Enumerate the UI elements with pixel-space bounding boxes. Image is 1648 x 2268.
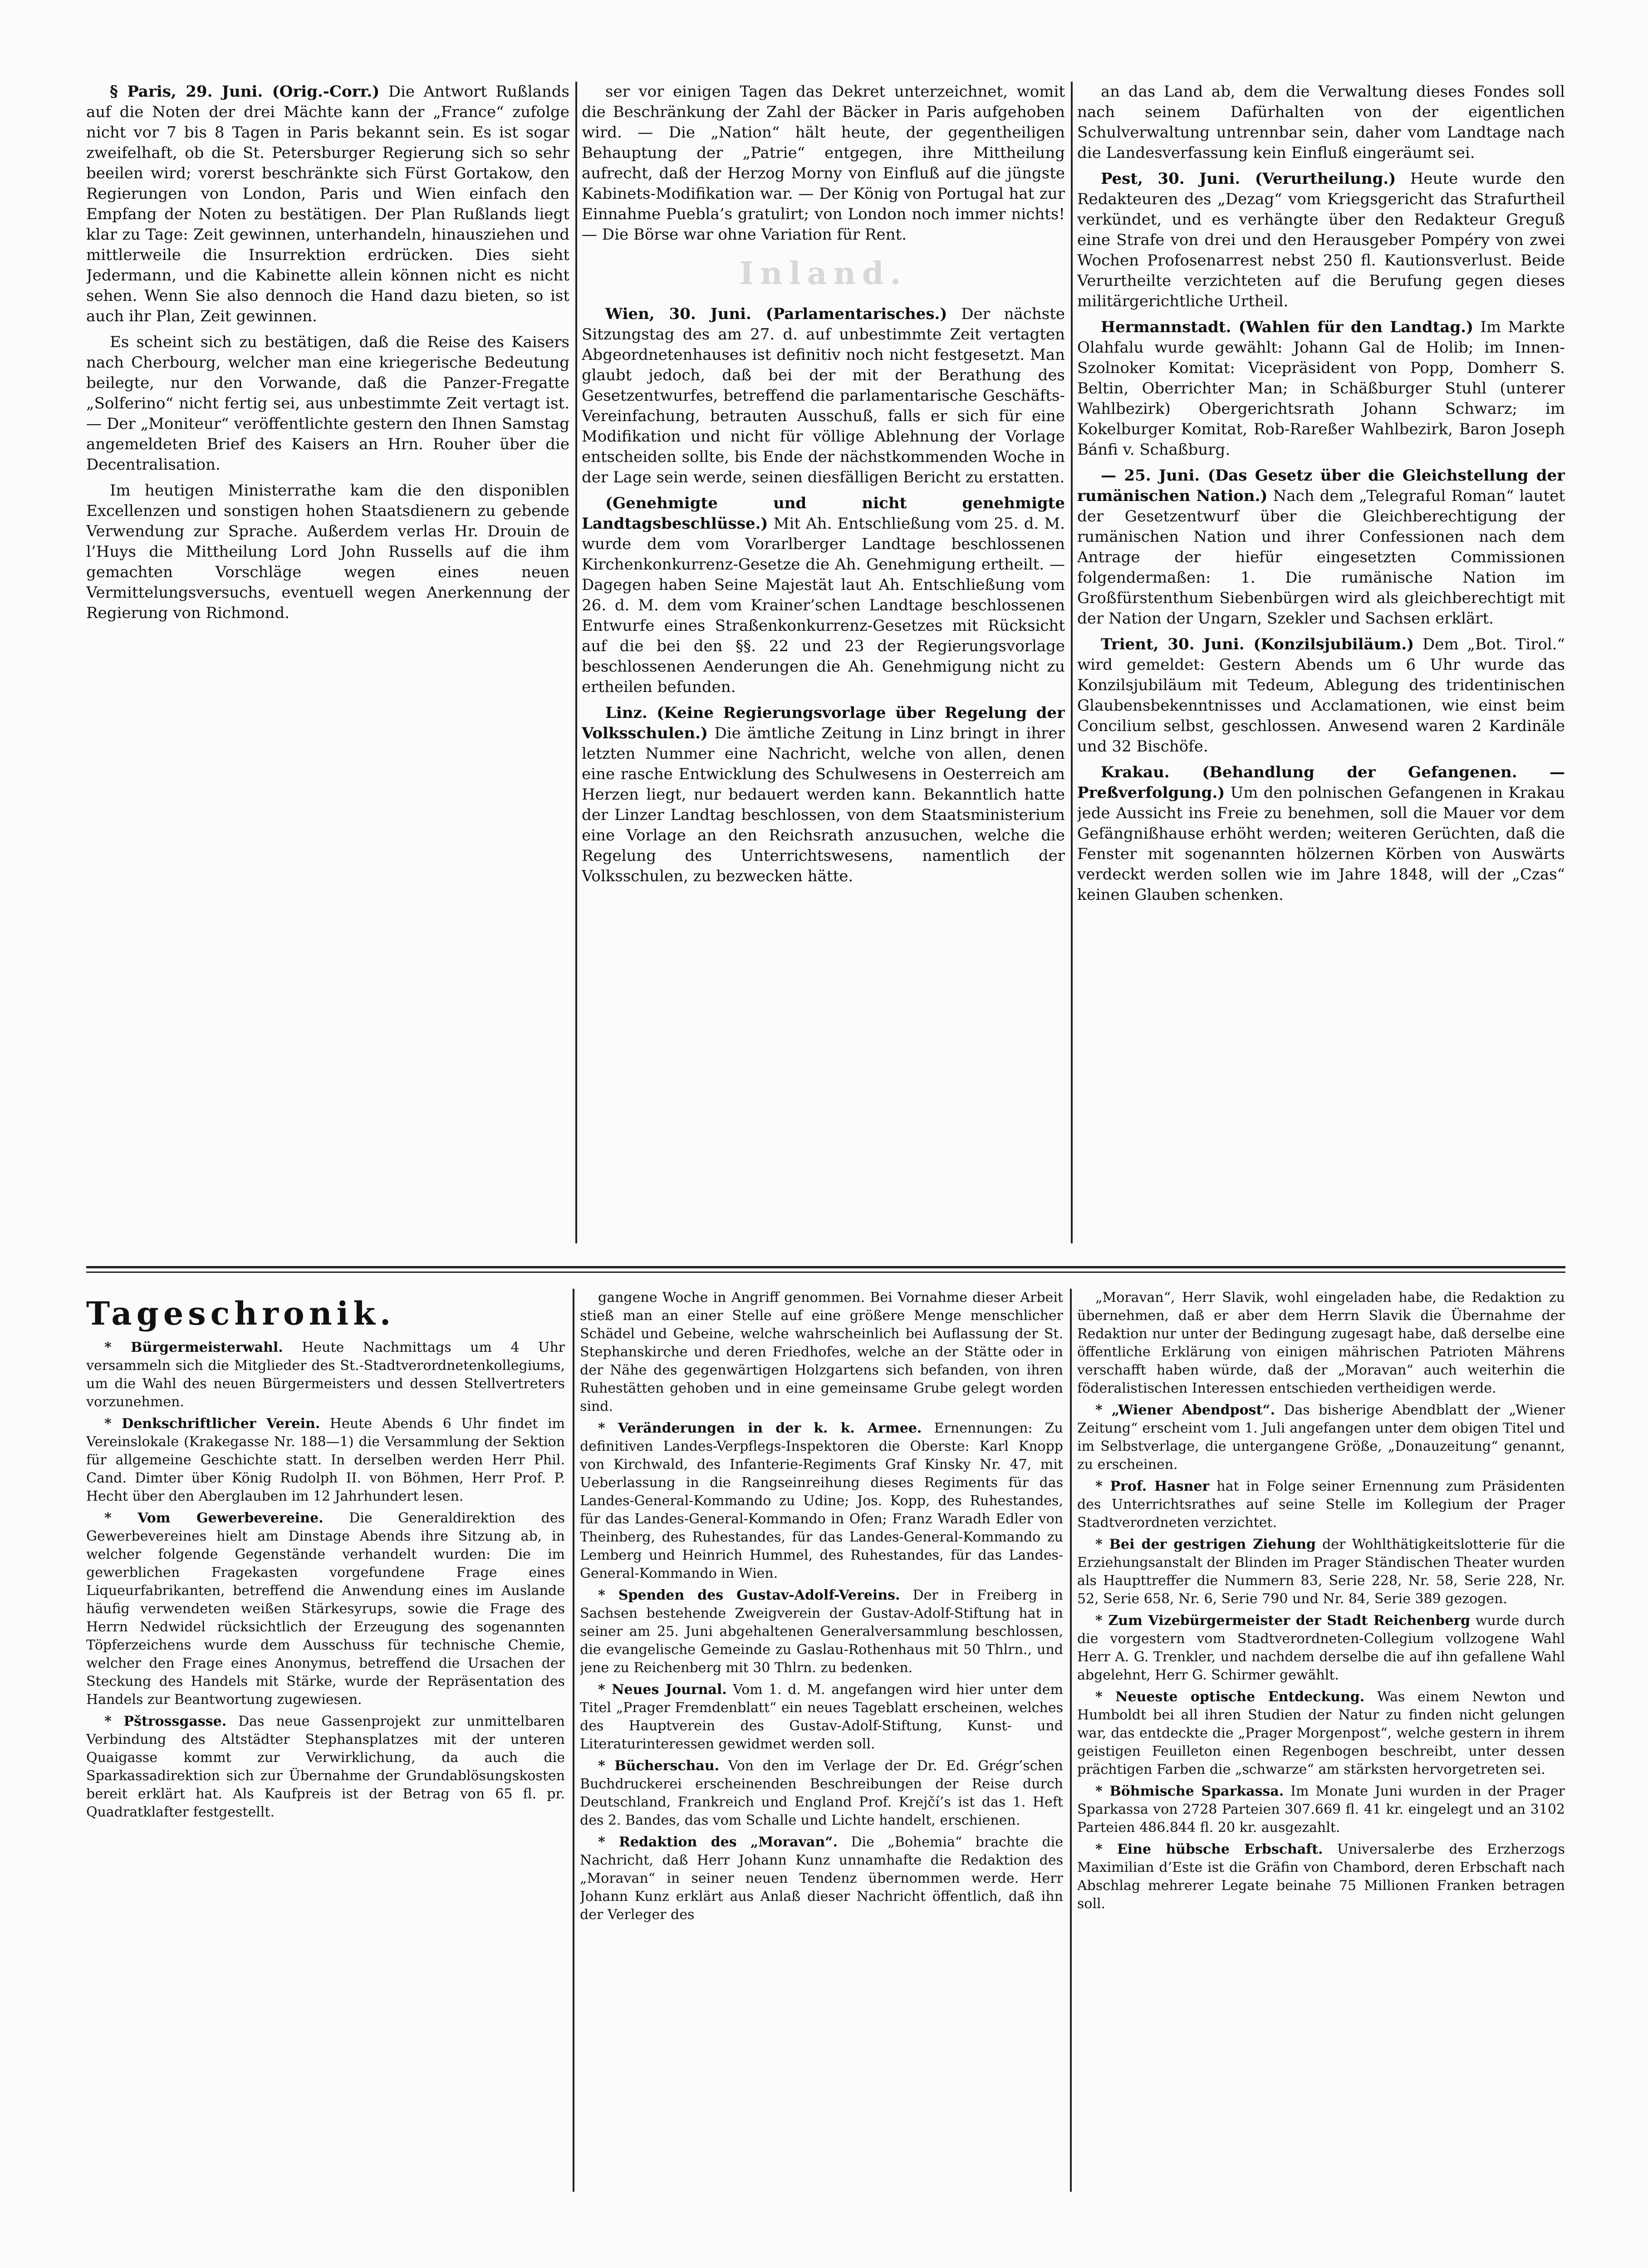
- paragraph-text: Das neue Gassenprojekt zur unmittelbaren Verbindung des Altstädter Stephansplatzes mit der unteren Quaigasse kommt zur Verwirklichung, da auch die Sparkassadirektion sich zur Übernahme der Grundablösungskosten bereit erklärt hat. Als Kaufpreis ist der Betrag von 65 fl. pr. Quadratklafter festgestellt.: [86, 1713, 565, 1820]
- item-lead: * Neues Journal.: [598, 1682, 727, 1698]
- paragraph-text: Das bisherige Abendblatt der „Wiener Zeitung“ erscheint vom 1. Juli angefangen unter dem obigen Titel und im Selbstverlage, die untergangene Größe, „Donauzeitung“ genannt, zu erscheinen.: [1077, 1402, 1565, 1473]
- paragraph-text: Heute wurde den Redakteuren des „Dezag“ vom Kriegsgericht das Strafurtheil verkündet, und es verhängte über den Redakteur Greguß eine Strafe von drei und den Herausgeber Pompéry von zwei Wochen Profosenarrest nebst 250 fl. Kautionsverlust. Beide Verurtheilte verzichteten auf die Berufung gegen dieses militärgerichtliche Urtheil.: [1077, 170, 1565, 310]
- news-item: [580, 1833, 1063, 1924]
- news-item: [580, 1757, 1063, 1830]
- item-lead: * Vom Gewerbevereine.: [104, 1510, 324, 1526]
- paragraph-text: Die Generaldirektion des Gewerbevereines hielt am Dinstage Abends ihre Sitzung ab, in welcher folgende Gegenstände verhandelt wurden: Die im gewerblichen Fragekasten vorgefundene Frage eines Liqueurfabrikanten, betreffend die Anwendung eines im Auslande häufig verwendeten weißen Stärkesyrups, sowie die Frage des Herrn Nedwidel rücksichtlich der Erzeugung des sogenannten Töpferzeichens wurde dem Ausschuss für technische Chemie, welcher den Frage eines Anonymus, betreffend die Ursachen der Steckung des Handels mit Stärke, wurde der Repräsentation des Handels zur Beantwortung zugewiesen.: [86, 1510, 565, 1708]
- item-lead: * Bei der gestrigen Ziehung: [1095, 1537, 1316, 1552]
- paragraph-text: Universalerbe des Erzherzogs Maximilian d’Este ist die Gräfin von Chambord, deren Erbschaft nach Abschlag mehrerer Legate beinahe 75 Millionen Franken betragen soll.: [1077, 1841, 1565, 1912]
- item-lead: * Bürgermeisterwahl.: [104, 1340, 283, 1355]
- paragraph-text: wurde durch die vorgestern vom Stadtverordneten-Collegium vollzogene Wahl Herr A. G. Trenkler, und nachdem derselbe die auf ihn gefallene Wahl abgelehnt, Herr G. Schirmer gewählt.: [1077, 1613, 1565, 1683]
- item-lead: * Zum Vizebürgermeister der Stadt Reichenberg: [1095, 1613, 1471, 1629]
- news-item: [1077, 1478, 1565, 1532]
- column-3: [1077, 82, 1565, 1243]
- item-lead: * Redaktion des „Moravan“.: [598, 1834, 838, 1850]
- paragraph-text: Heute Nachmittags um 4 Uhr versammeln sich die Mitglieder des St.-Stadtverordnetenkollegiums, um die Wahl des neuen Bürgermeisters und dessen Stellvertreters vorzunehmen.: [86, 1340, 565, 1410]
- item-lead: * Eine hübsche Erbschaft.: [1095, 1841, 1323, 1857]
- paragraph-text: Die Antwort Rußlands auf die Noten der drei Mächte kann der „France“ zufolge nicht vor 7 bis 8 Tagen in Paris bekannt sein. Es ist sogar zweifelhaft, ob die St. Petersburger Regierung sich so sehr beeilen wird; vorerst beschränkte sich Fürst Gortakow, den Regierungen von London, Paris und Wien einfach den Empfang der Noten zu bestätigen. Der Plan Rußlands liegt klar zu Tage: Zeit gewinnen, unterhandeln, hinausziehen und mittlerweile die Insurrektion erdrücken. Dies sieht Jedermann, und die Kabinette allein können nicht es nicht sehen. Wenn Sie also dennoch die Hand dazu bieten, so ist auch ihr Plan, Zeit gewinnen.: [86, 83, 569, 325]
- news-item: [580, 1419, 1063, 1583]
- dateline: Hermannstadt. (Wahlen für den Landtag.): [1101, 318, 1474, 336]
- column-rule: [573, 1289, 574, 2192]
- article-paragraph: [1077, 169, 1565, 312]
- paragraph-text: Um den polnischen Gefangenen in Krakau jede Aussicht ins Freie zu benehmen, soll die Mauer vor dem Gefängnißhause erhöht werden; weiteren Gerüchten, daß die Fenster mit sogenannten hölzernen Körben von Auswärts verdeckt werden sollen wie im Jahre 1848, will der „Czas“ keinen Glauben schenken.: [1077, 784, 1565, 904]
- section-divider: [86, 1271, 1565, 1273]
- news-item: [86, 1509, 565, 1709]
- column-2: [582, 82, 1065, 1243]
- news-item: [1077, 1536, 1565, 1608]
- dateline: Pest, 30. Juni. (Verurtheilung.): [1101, 170, 1396, 188]
- column-rule: [1071, 82, 1073, 1243]
- article-paragraph: [86, 481, 569, 623]
- item-lead: * Neueste optische Entdeckung.: [1095, 1689, 1365, 1705]
- paragraph-text: Nach dem „Telegraful Roman“ lautet der Gesetzentwurf über die Gleichberechtigung der rumänischen Nation und ihrer Confessionen nach dem Antrage der hiefür eingesetzten Commissionen folgendermaßen: 1. Die rumänische Nation im Großfürstenthum Siebenbürgen wird als gleichberechtigt mit der Nation der Ungarn, Szekler und Sachsen erklärt.: [1077, 487, 1565, 628]
- news-item: [86, 1713, 565, 1821]
- news-item: [1077, 1401, 1565, 1474]
- paragraph-text: der Wohlthätigkeitslotterie für die Erziehungsanstalt der Blinden im Prager Ständischen Theater wurden als Haupttreffer die Nummern 83, Serie 228, Nr. 58, Serie 228, Nr. 52, Serie 658, Nr. 6, Serie 790 und Nr. 84, Serie 389 gezogen.: [1077, 1537, 1565, 1607]
- paragraph-text: Es scheint sich zu bestätigen, daß die Reise des Kaisers nach Cherbourg, welcher man eine kriegerische Bedeutung beilegte, nur den Vorwande, daß die Panzer-Fregatte „Solferino“ nicht fertig sei, aus unbestimmte Zeit vertagt ist. — Der „Moniteur“ veröffentlichte gestern den Ihnen Samstag angemeldeten Brief des Kaisers an Hrn. Rouher über die Decentralisation.: [86, 333, 569, 474]
- tageschronik-column-1: [86, 1339, 565, 2192]
- paragraph-text: Die „Bohemia“ brachte die Nachricht, daß Herr Johann Kunz unnamhafte die Redaktion des „Moravan“ in seiner neuen Tendenz übernommen werde. Herr Johann Kunz erklärt aus Anlaß dieser Nachricht öffentlich, daß ihn der Verleger des: [580, 1834, 1063, 1923]
- paragraph-text: Der nächste Sitzungstag des am 27. d. auf unbestimmte Zeit vertagten Abgeordnetenhauses ist definitiv noch nicht festgesetzt. Man glaubt jedoch, daß bei der mit der Berathung des Gesetzentwurfes, betreffend die parlamentarische Geschäfts-Vereinfachung, betrauten Ausschuß, falls er sich für eine Modifikation und nicht für völlige Ablehnung der Vorlage entscheiden sollte, bis Ende der nächstkommenden Woche in der Lage sein werde, seinen diesfälligen Bericht zu erstatten.: [582, 305, 1065, 486]
- news-item: [580, 1586, 1063, 1677]
- section-divider: [86, 1266, 1565, 1268]
- paragraph-text: an das Land ab, dem die Verwaltung dieses Fondes soll nach seinem Dafürhalten von der eigentlichen Schulverwaltung untrennbar sein, daher vom Landtage nach die Landesverfassung kein Einfluß eingeräumt sei.: [1077, 83, 1565, 162]
- news-item: [1077, 1289, 1565, 1398]
- paragraph-text: Der in Freiberg in Sachsen bestehende Zweigverein der Gustav-Adolf-Stiftung hat in seiner am 25. Juni abgehaltenen Generalversammlung beschlossen, die evangelische Gemeinde zu Gaslau-Rothenhaus mit 50 Thlrn., und jene zu Reichenberg mit 30 Thlrn. zu bedenken.: [580, 1587, 1063, 1676]
- dateline: Linz. (Keine Regierungsvorlage über Regelung der Volksschulen.): [582, 704, 1065, 742]
- article-paragraph: [1077, 466, 1565, 629]
- article-paragraph: [1077, 317, 1565, 460]
- item-lead: * Prof. Hasner: [1095, 1478, 1210, 1494]
- article-paragraph: [1077, 762, 1565, 905]
- news-item: [580, 1289, 1063, 1416]
- news-item: [1077, 1688, 1565, 1779]
- item-lead: * Böhmische Sparkassa.: [1095, 1783, 1284, 1799]
- item-lead: * Veränderungen in der k. k. Armee.: [598, 1420, 922, 1436]
- item-lead: * Spenden des Gustav-Adolf-Vereins.: [598, 1587, 900, 1603]
- paragraph-text: gangene Woche in Angriff genommen. Bei Vornahme dieser Arbeit stieß man an einer Stelle auf eine größere Menge menschlicher Schädel und Gebeine, welche wahrscheinlich bei Auflassung der St. Stephanskirche und deren Friedhofes, welche an der Stätte oder in der Nähe des gegenwärtigen Holzgartens sich befanden, von ihren Ruhestätten gehoben und in eine gemeinsame Grube gelegt worden sind.: [580, 1290, 1063, 1414]
- column-rule: [575, 82, 577, 1243]
- article-paragraph: [582, 493, 1065, 697]
- news-item: [86, 1339, 565, 1411]
- item-lead: * Bücherschau.: [598, 1758, 720, 1774]
- section-heading: Inland.: [739, 255, 907, 292]
- news-item: [580, 1681, 1063, 1753]
- paragraph-text: „Moravan“, Herr Slavik, wohl eingeladen habe, die Redaktion zu übernehmen, daß er aber dem Herrn Slavik die Übernahme der Redaktion nur unter der Bedingung zugesagt habe, daß derselbe eine öffentliche Erklärung von einigen mährischen Patrioten Mährens verschafft haben würde, daß der „Moravan“ auch weiterhin die föderalistischen Interessen entschieden vertheidigen werde.: [1077, 1290, 1565, 1396]
- paragraph-text: Mit Ah. Entschließung vom 25. d. M. wurde dem vom Vorarlberger Landtage beschlossenen Kirchenkonkurrenz-Gesetze die Ah. Genehmigung ertheilt. — Dagegen haben Seine Majestät laut Ah. Entschließung vom 26. d. M. dem vom Krainer’schen Landtage beschlossenen Entwurfe eines Straßenkonkurrenz-Gesetzes mit Rücksicht auf die bei den §§. 22 und 23 der Regierungsvorlage beschlossenen Aenderungen die Ah. Genehmigung nicht zu ertheilen befunden.: [582, 515, 1065, 696]
- article-paragraph: [86, 82, 569, 327]
- dateline: (Genehmigte und nicht genehmigte Landtagsbeschlüsse.): [582, 494, 1065, 533]
- article-paragraph: [86, 332, 569, 475]
- paragraph-text: Heute Abends 6 Uhr findet im Vereinslokale (Krakegasse Nr. 188—1) die Versammlung der Sektion für allgemeine Geschichte statt. In derselben werden Herr Phil. Cand. Dimter über König Rudolph II. von Böhmen, Herr Prof. P. Hecht über den Aberglauben im 12 Jahrhundert lesen.: [86, 1416, 565, 1504]
- paragraph-text: Die ämtliche Zeitung in Linz bringt in ihrer letzten Nummer eine Nachricht, welche von allen, denen eine rasche Entwicklung des Schulwesens in Oesterreich am Herzen liegt, nur bedauert werden kann. Bekanntlich hatte der Linzer Landtag beschlossen, von dem Staatsministerium eine Vorlage an den Reichsrath anzusuchen, welche die Regelung des Unterrichtswesens, namentlich der Volksschulen, zu bezwecken hätte.: [582, 724, 1065, 885]
- tageschronik-title: Tageschronik.: [86, 1295, 396, 1332]
- paragraph-text: Vom 1. d. M. angefangen wird hier unter dem Titel „Prager Fremdenblatt“ ein neues Tageblatt erscheinen, welches des Hauptverein des Gustav-Adolf-Stiftung, Kunst- und Literaturinteressen gewidmet werden soll.: [580, 1682, 1063, 1752]
- paragraph-text: Im heutigen Ministerrathe kam die den disponiblen Excellenzen und sonstigen hohen Staatsdienern zu gebende Verwendung zur Sprache. Außerdem verlas Hr. Drouin de l’Huys die Mittheilung Lord John Russells auf die ihm gemachten Vorschläge wegen eines neuen Vermittelungsversuchs, eventuell wegen Anerkennung der Regierung von Richmond.: [86, 481, 569, 622]
- tageschronik-column-3: [1077, 1289, 1565, 2192]
- dateline: Trient, 30. Juni. (Konzilsjubiläum.): [1101, 635, 1414, 653]
- paragraph-text: Was einem Newton und Humboldt bei all ihren Studien der Natur zu finden nicht gelungen war, das entdeckte die „Prager Morgenpost“, welche gestern in ihrem geistigen Feuilleton einen Regenbogen beschreibt, unter dessen prächtigen Farben die „schwarze“ am stärksten hervorgetreten sei.: [1077, 1689, 1565, 1777]
- article-paragraph: [582, 703, 1065, 887]
- dateline: — 25. Juni. (Das Gesetz über die Gleichstellung der rumänischen Nation.): [1077, 466, 1565, 505]
- column-rule: [1070, 1289, 1072, 2192]
- item-lead: * Pštrossgasse.: [104, 1713, 227, 1729]
- item-lead: * Denkschriftlicher Verein.: [104, 1416, 320, 1432]
- paragraph-text: hat in Folge seiner Ernennung zum Präsidenten des Unterrichtsrathes auf seine Stelle im Kollegium der Prager Stadtverordneten verzichtet.: [1077, 1478, 1565, 1531]
- paragraph-text: Von den im Verlage der Dr. Ed. Grégr’schen Buchdruckerei erscheinenden Beschreibungen der Reise durch Deutschland, Frankreich und England Prof. Krejčí’s ist das 1. Heft des 2. Bandes, das vom Schalle und Lichte handelt, erschienen.: [580, 1758, 1063, 1828]
- article-paragraph: [1077, 634, 1565, 757]
- dateline: Wien, 30. Juni. (Parlamentarisches.): [605, 305, 947, 323]
- dateline: § Paris, 29. Juni. (Orig.-Corr.): [110, 83, 380, 101]
- item-lead: * „Wiener Abendpost“.: [1095, 1402, 1275, 1418]
- paragraph-text: Dem „Bot. Tirol.“ wird gemeldet: Gestern Abends um 6 Uhr wurde das Konzilsjubiläum mit Tedeum, Ablegung des tridentinischen Glaubensbekenntnisses und Acclamationen, wie einst beim Concilium selbst, geschlossen. Anwesend waren 2 Kardinäle und 32 Bischöfe.: [1077, 635, 1565, 756]
- news-item: [86, 1415, 565, 1506]
- paragraph-text: Im Monate Juni wurden in der Prager Sparkassa von 2728 Parteien 307.669 fl. 41 kr. eingelegt und an 3102 Parteien 486.844 fl. 20 kr. ausgezahlt.: [1077, 1783, 1565, 1836]
- article-paragraph: [582, 304, 1065, 488]
- tageschronik-column-2: [580, 1289, 1063, 2192]
- news-item: [1077, 1612, 1565, 1684]
- column-1: [86, 82, 569, 1243]
- article-paragraph: [582, 82, 1065, 245]
- news-item: [1077, 1782, 1565, 1837]
- article-paragraph: [1077, 82, 1565, 163]
- dateline: Krakau. (Behandlung der Gefangenen. — Preßverfolgung.): [1077, 763, 1565, 802]
- paragraph-text: Ernennungen: Zu definitiven Landes-Verpflegs-Inspektoren die Oberste: Karl Knopp von Kirchwald, des Infanterie-Regiments Graf Kinsky Nr. 47, mit Ueberlassung in die Rangseinreihung dieses Regiments für das Landes-General-Kommando zu Udine; Jos. Kopp, des Ruhestandes, für das Landes-General-Kommando in Ofen; Franz Waradh Edler von Theinberg, des Ruhestandes, für das Landes-General-Kommando zu Lemberg und Heinrich Hummel, des Ruhestandes, für das Landes-General-Kommando in Wien.: [580, 1420, 1063, 1581]
- paragraph-text: Im Markte Olahfalu wurde gewählt: Johann Gal de Holib; im Innen-Szolnoker Komitat: Vicepräsident von Popp, Domherr S. Beltin, Oberrichter Man; in Schäßburger Stuhl (unterer Wahlbezirk) Obergerichtsrath Johann Schwarz; im Kokelburger Komitat, Rob-Rareßer Wahlbezirk, Baron Joseph Bánfi v. Schaßburg.: [1077, 318, 1565, 459]
- paragraph-text: ser vor einigen Tagen das Dekret unterzeichnet, womit die Beschränkung der Zahl der Bäcker in Paris aufgehoben wird. — Die „Nation“ hält heute, der gegentheiligen Behauptung der „Patrie“ entgegen, ihre Mittheilung aufrecht, daß der Herzog Morny von Einfluß auf die jüngste Kabinets-Modifikation war. — Der König von Portugal hat zur Einnahme Puebla’s gratulirt; von London noch immer nichts! — Die Börse war ohne Variation für Rent.: [582, 83, 1065, 244]
- news-item: [1077, 1841, 1565, 1913]
